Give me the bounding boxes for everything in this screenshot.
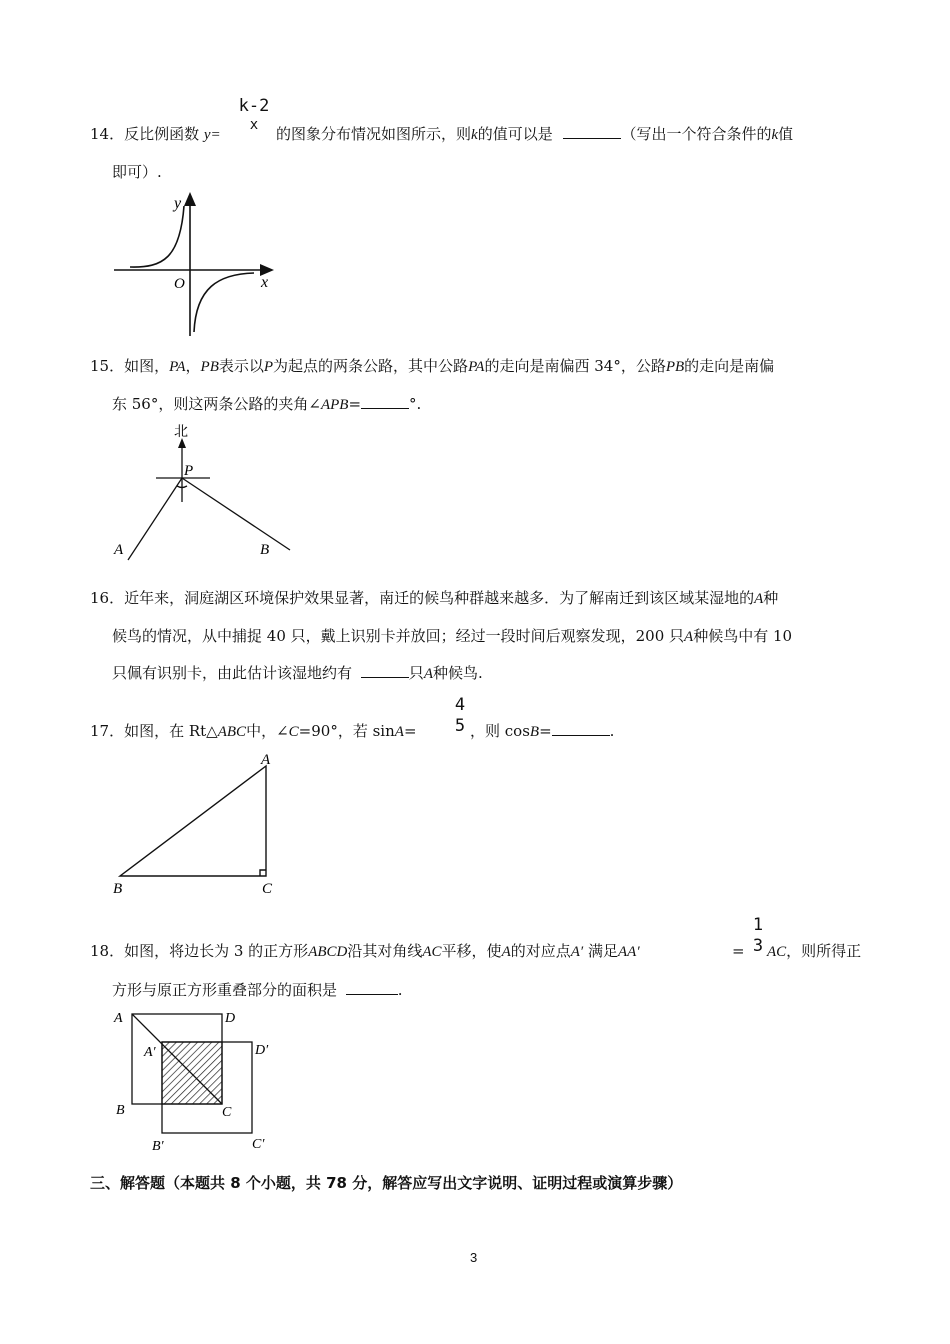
q15-line1 <box>90 356 774 377</box>
q18-A: A <box>501 944 511 960</box>
q16-l2-A: A <box>684 629 694 645</box>
q17-triangle-figure <box>108 748 288 898</box>
q16-line3 <box>112 663 483 684</box>
q18-abcd: ABCD <box>308 944 348 960</box>
q16-l3c: 种候鸟. <box>432 664 483 682</box>
q14-hyperbola-figure <box>108 188 283 340</box>
q17-line1b <box>470 721 614 742</box>
q15-l2b: = <box>348 395 362 413</box>
q16-answer-blank[interactable] <box>361 663 409 678</box>
q16-line2 <box>112 626 792 647</box>
q17-abc: ABC <box>217 724 247 740</box>
q15-north-label: 北 <box>174 424 188 440</box>
q18-a: 如图，将边长为 3 的正方形 <box>124 942 309 960</box>
q18-label-Cp: C′ <box>252 1137 265 1152</box>
q18-ap: A′ <box>570 944 584 960</box>
q16-l1-end: 种 <box>763 589 779 607</box>
q15-answer-blank[interactable] <box>361 394 409 409</box>
q17-c-var: C <box>288 724 299 740</box>
q15-road-pa <box>128 478 182 560</box>
q14-curve-upper-left <box>130 206 184 267</box>
q15-l1b: 表示以 <box>218 357 264 375</box>
q14-mid2: 的值可以是 <box>477 125 553 143</box>
q17-right-angle-mark <box>260 870 266 876</box>
q18-e: 满足 <box>587 942 618 960</box>
q14-frac-den: x <box>249 117 259 133</box>
q15-pb: PB <box>200 359 219 375</box>
q18-squares-figure <box>108 1004 283 1156</box>
q17-g: . <box>609 722 615 740</box>
q15-l1e: 的走向是南偏 <box>684 357 775 375</box>
q14-mid: 的图象分布情况如图所示，则 <box>276 125 472 143</box>
q15-roads-figure <box>108 420 308 565</box>
q18-label-Bp: B′ <box>152 1139 164 1154</box>
q15-l1a: 如图， <box>124 357 170 375</box>
q14-line1b <box>276 124 793 145</box>
q15-a-label: A <box>114 542 124 558</box>
q17-triangle <box>120 766 266 876</box>
q18-c: 平移，使 <box>441 942 502 960</box>
section3-heading: 三、解答题（本题共 8 个小题，共 78 分，解答应写出文字说明、证明过程或演算步骤） <box>90 1174 683 1192</box>
q18-line1b <box>732 941 745 961</box>
q14-line2: 即可）. <box>112 163 162 181</box>
q18-line2-text: 方形与原正方形重叠部分的面积是 <box>112 981 338 999</box>
q15-l2c: °. <box>409 395 422 413</box>
q15-l1d: 的走向是南偏西 34°，公路 <box>484 357 666 375</box>
q14-y-label: y <box>174 195 182 212</box>
q14-y-arrow <box>184 192 196 206</box>
q17-c: =90°，若 sin <box>298 722 395 740</box>
q17-b-var: B <box>529 724 540 740</box>
q17-a: 如图，在 Rt△ <box>124 722 218 740</box>
q14-number: 14． <box>90 125 125 143</box>
q17-answer-blank[interactable] <box>552 721 610 736</box>
q18-line2-end: . <box>397 981 403 999</box>
q18-ac2: AC <box>767 944 787 960</box>
q16-l3a: 只佩有识别卡，由此估计该湿地约有 <box>112 664 353 682</box>
q14-x-label: x <box>261 274 269 291</box>
q14-origin-label: O <box>174 276 185 292</box>
q18-label-D: D <box>225 1011 236 1026</box>
q18-label-A: A <box>114 1011 123 1026</box>
q15-sep: ， <box>185 357 201 375</box>
q15-pa: PA <box>169 359 186 375</box>
q14-k2: k <box>771 127 779 143</box>
q14-fraction <box>234 96 274 134</box>
q16-l1-a: A <box>754 591 764 607</box>
q16-l2a: 候鸟的情况，从中捕捉 40 只，戴上识别卡并放回；经过一段时间后观察发现，200 只 <box>112 627 685 645</box>
q18-label-Dp: D′ <box>255 1043 269 1058</box>
q14-curve-lower-right <box>194 273 254 332</box>
q14-post: （写出一个符合条件的 <box>621 125 772 143</box>
q14-pre: 反比例函数 <box>124 125 200 143</box>
q17-a-label: A <box>261 752 271 768</box>
q15-road-pb <box>182 478 290 550</box>
q17-b: 中，∠ <box>246 722 289 740</box>
q15-number: 15． <box>90 357 125 375</box>
q15-line2 <box>112 394 421 415</box>
q17-e: ，则 cos <box>470 722 530 740</box>
q18-answer-blank[interactable] <box>346 980 398 995</box>
q18-label-C: C <box>222 1105 232 1120</box>
q17-number: 17． <box>90 722 125 740</box>
q18-ac: AC <box>422 944 442 960</box>
q18-d: 的对应点 <box>510 942 571 960</box>
q18-line1 <box>90 941 640 962</box>
q15-b-label: B <box>260 542 270 558</box>
q18-b: 沿其对角线 <box>347 942 423 960</box>
q14-answer-blank[interactable] <box>563 124 621 139</box>
q16-l3b: 只 <box>408 664 424 682</box>
q18-f: = <box>732 942 745 960</box>
q17-a-var: A <box>394 724 404 740</box>
q14-line1 <box>90 124 221 145</box>
q16-line1 <box>90 588 778 609</box>
q16-l1: 近年来，洞庭湖区环境保护效果显著，南迁的候鸟种群越来越多．为了解南迁到该区域某湿地的 <box>124 589 755 607</box>
q15-pb2: PB <box>665 359 685 375</box>
q17-fraction <box>450 694 470 736</box>
q15-apb: APB <box>320 397 349 413</box>
q18-number: 18． <box>90 942 125 960</box>
q16-l2b: 种候鸟中有 10 <box>693 627 793 645</box>
q18-frac-num: 1 <box>752 915 764 935</box>
q17-line1 <box>90 721 417 742</box>
q17-f: = <box>539 722 552 740</box>
q18-aap: AA′ <box>618 944 640 960</box>
q14-post2: 值 <box>778 125 794 143</box>
q17-b-label: B <box>113 881 123 897</box>
q15-p: P <box>263 359 274 375</box>
q18-line1c <box>767 941 861 962</box>
q18-frac-den: 3 <box>752 936 764 956</box>
q18-line2 <box>112 980 403 1000</box>
q17-frac-num: 4 <box>454 695 466 715</box>
q16-number: 16． <box>90 589 125 607</box>
q18-label-Ap: A′ <box>144 1045 156 1060</box>
q15-pa2: PA <box>468 359 485 375</box>
page-number: 3 <box>470 1250 478 1265</box>
q15-l1c: 为起点的两条公路，其中公路 <box>273 357 469 375</box>
q17-d: = <box>403 722 417 740</box>
q14-k1: k <box>471 127 478 143</box>
q17-c-label: C <box>262 881 273 897</box>
q18-g: ，则所得正 <box>786 942 862 960</box>
q14-frac-num: k-2 <box>238 96 270 116</box>
q16-l3-A: A <box>423 666 433 682</box>
q15-l2a: 东 56°，则这两条公路的夹角∠ <box>112 395 321 413</box>
q17-frac-den: 5 <box>454 716 466 736</box>
q18-label-B: B <box>116 1103 125 1118</box>
q15-p-label: P <box>184 463 194 479</box>
q18-fraction <box>749 914 767 956</box>
q14-y-eq: y= <box>203 127 221 143</box>
